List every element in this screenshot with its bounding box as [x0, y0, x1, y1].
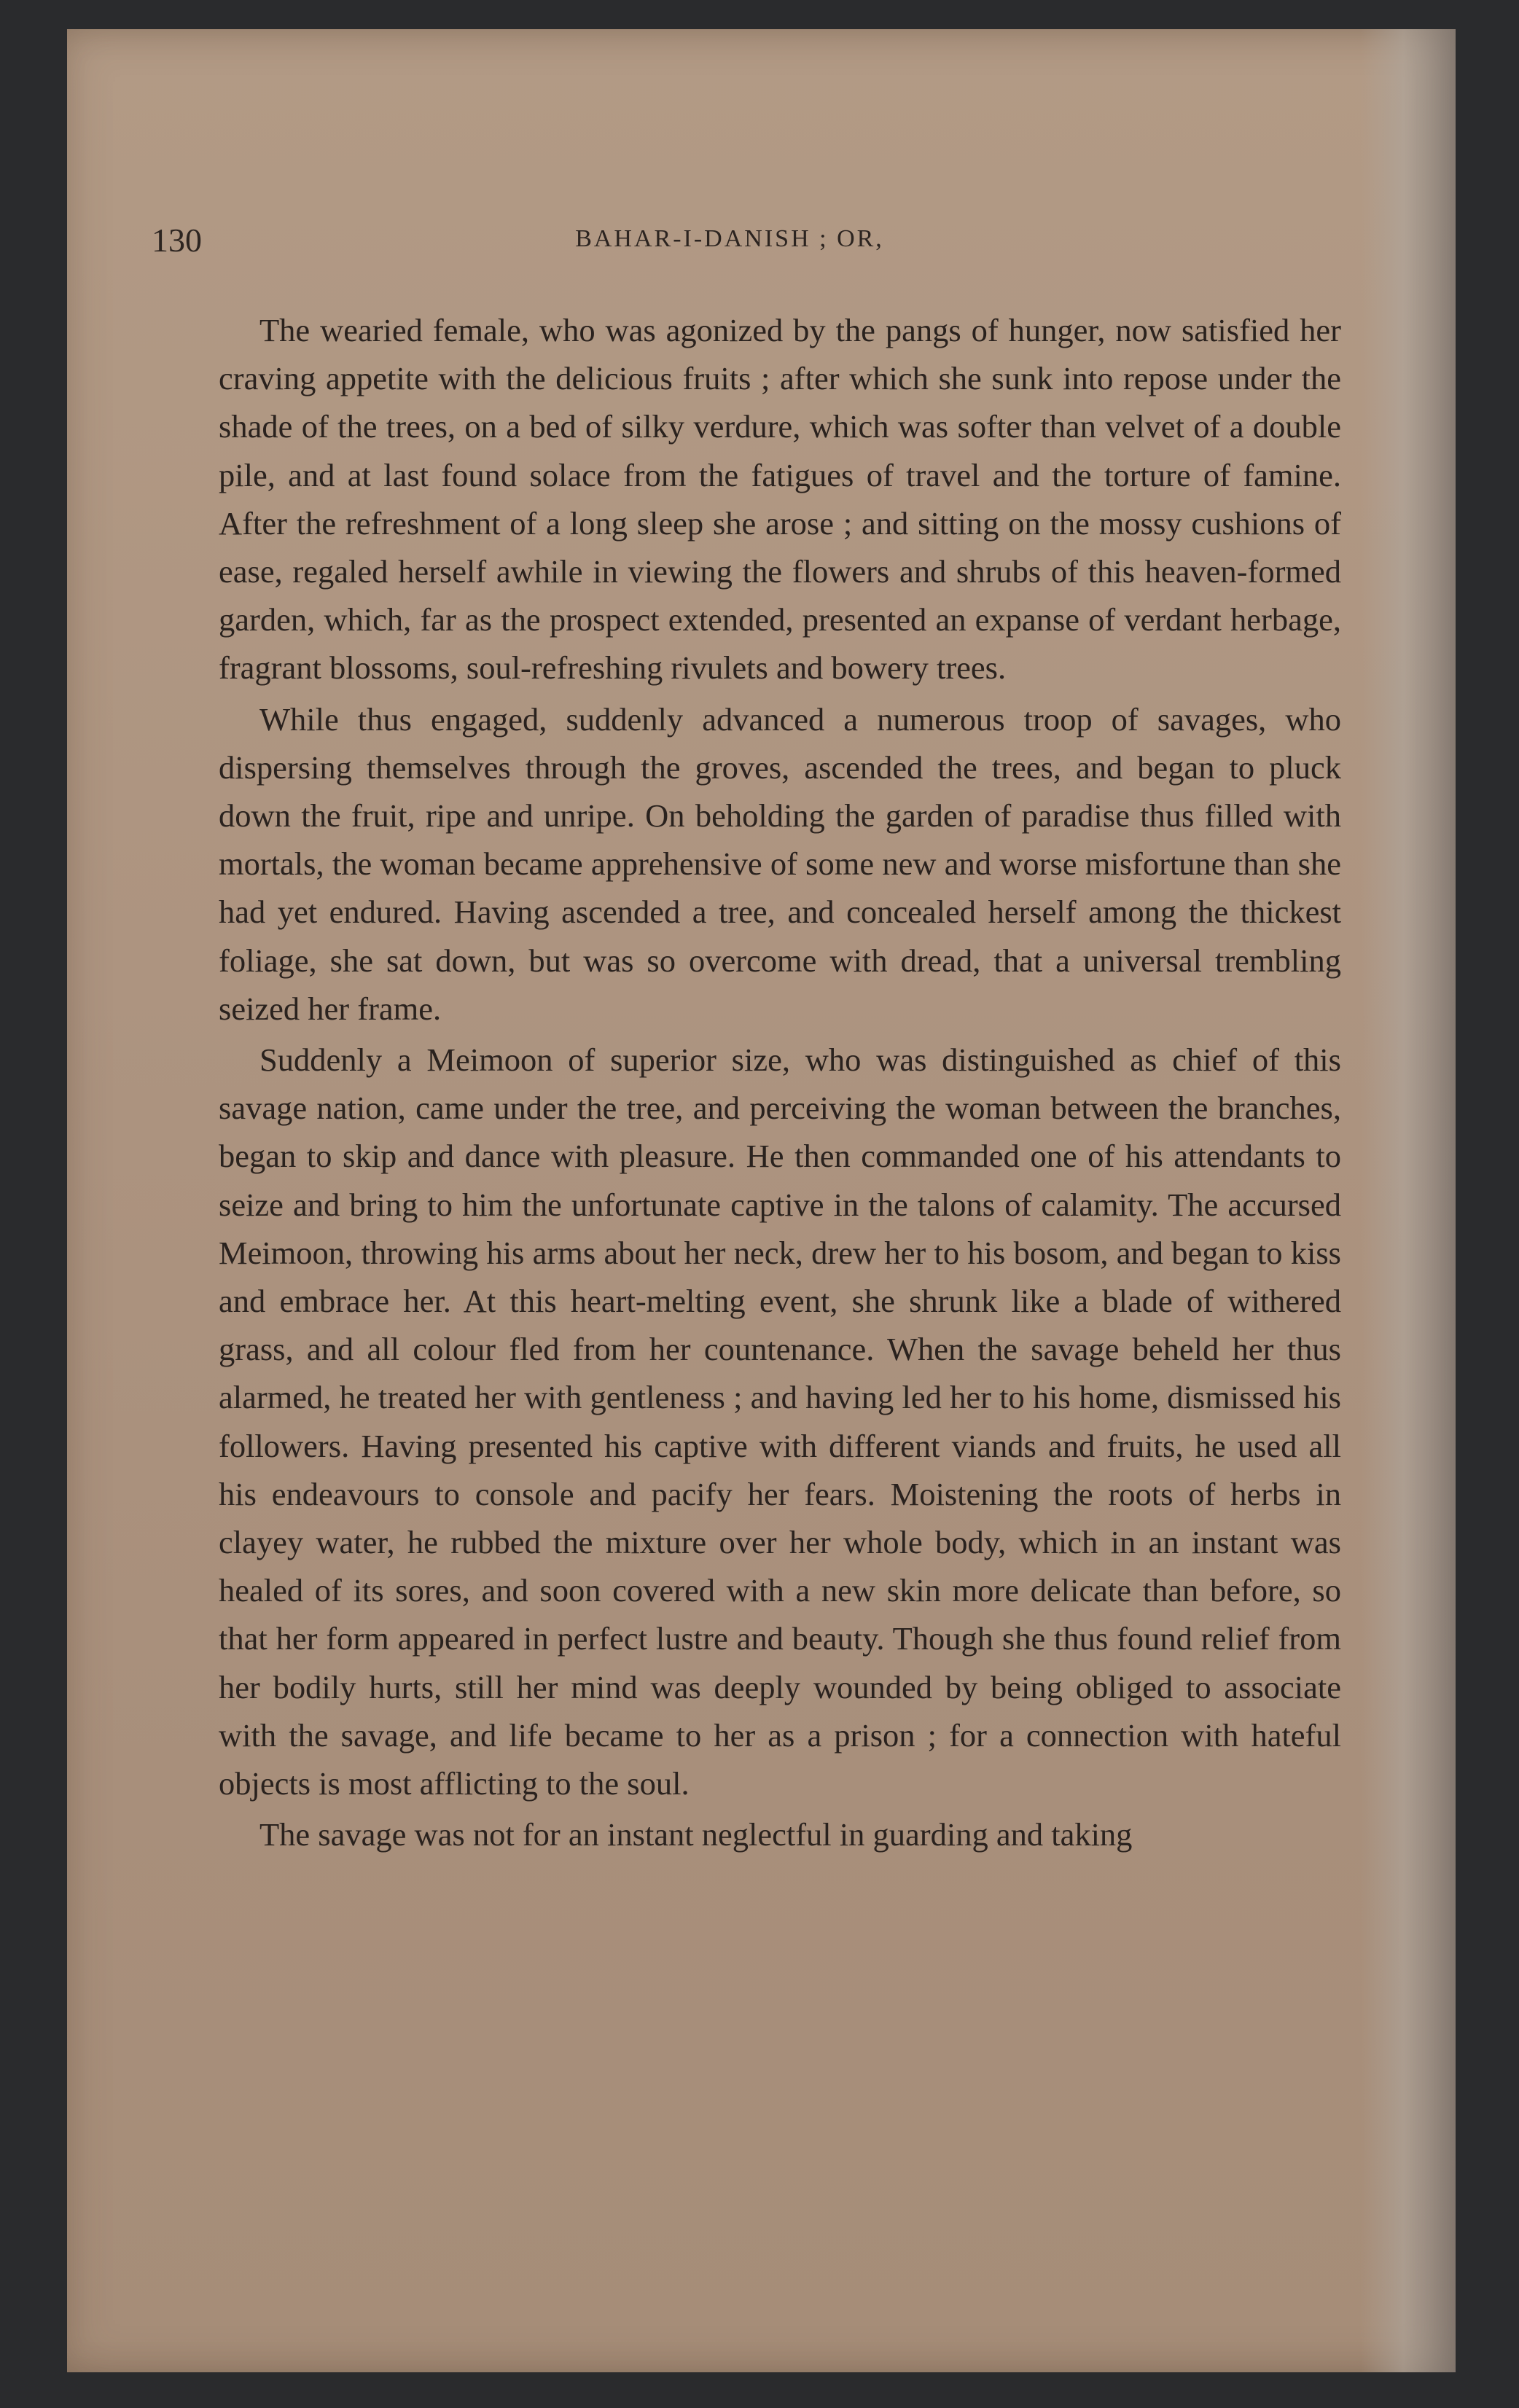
paragraph-1: The wearied female, who was agonized by the pangs of hunger, now satisfied her craving appetite with the delicious fruits ; after which she sunk into repose under the shade of the trees, on a bed of silky verdure, which was softer than velvet of a double pile, and at last found solace from the fatigues of travel and the torture of famine. After the refreshment of a long sleep she arose ; and sitting on the mossy cushions of ease, regaled herself awhile in viewing the flowers and shrubs of this heaven-formed garden, which, far as the prospect extended, presented an expanse of verdant herbage, fragrant blossoms, soul-refreshing rivulets and bowery trees.: [219, 312, 1341, 687]
body-text: [219, 306, 1341, 1862]
paragraph-4: The savage was not for an instant neglectful in guarding and taking: [259, 1816, 1133, 1853]
page-header: [152, 221, 1308, 265]
page-number: 130: [152, 222, 202, 259]
paragraph-2: While thus engaged, suddenly advanced a numerous troop of savages, who dispersing themselves through the groves, ascended the trees, and began to pluck down the fruit, ripe and unripe. On beholding the garden of paradise thus filled with mortals, the woman became apprehensive of some new and worse misfortune than she had yet endured. Having ascended a tree, and concealed herself among the thickest foliage, she sat down, but was so overcome with dread, that a universal trembling seized her frame.: [219, 700, 1341, 1027]
running-title: BAHAR-I-DANISH ; OR,: [575, 225, 884, 252]
paragraph-3: Suddenly a Meimoon of superior size, who was distinguished as chief of this savage nation, came under the tree, and perceiving the woman between the branches, began to skip and dance with pleasure. He then commanded one of his attendants to seize and bring to him the unfortunate captive in the talons of calamity. The accursed Meimoon, throwing his arms about her neck, drew her to his bosom, and began to kiss and embrace her. At this heart-melting event, she shrunk like a blade of withered grass, and all colour fled from her countenance. When the savage beheld her thus alarmed, he treated her with gentleness ; and having led her to his home, dismissed his followers. Having presented his captive with different viands and fruits, he used all his endeavours to console and pacify her fears. Moistening the roots of herbs in clayey water, he rubbed the mixture over her whole body, which in an instant was healed of its sores, and soon covered with a new skin more delicate than before, so that her form appeared in perfect lustre and beauty. Though she thus found relief from her bodily hurts, still her mind was deeply wounded by being obliged to associate with the savage, and life became to her as a prison ; for a connection with hateful objects is most afflicting to the soul.: [219, 1041, 1341, 1802]
page-edge-discoloration: [1361, 29, 1456, 2372]
